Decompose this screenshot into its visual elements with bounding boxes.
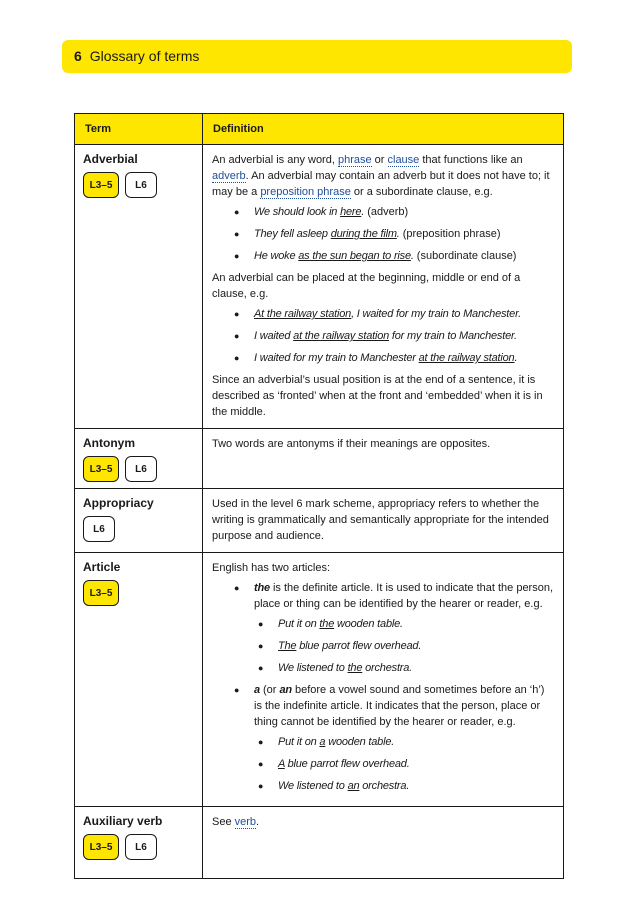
- article-word: the: [254, 582, 270, 594]
- list-item: ● We listened to the orchestra.: [258, 660, 555, 676]
- glossary-row-auxiliary-verb: [75, 807, 564, 879]
- definition-paragraph: An adverbial can be placed at the beginning, middle or end of a clause, e.g.: [212, 272, 521, 300]
- verb-link[interactable]: verb: [234, 816, 257, 828]
- term-name: Auxiliary verb: [83, 814, 163, 828]
- level-badges: [83, 580, 194, 606]
- list-item: ● The blue parrot flew overhead.: [258, 638, 555, 654]
- glossary-row-appropriacy: [75, 489, 564, 553]
- term-name: Article: [83, 560, 121, 574]
- example-list: [254, 734, 555, 794]
- level-badges: [83, 172, 194, 198]
- term-name: Adverbial: [83, 152, 138, 166]
- list-item: ● At the railway station, I waited for my train to Manchester.: [234, 306, 555, 322]
- definition: [203, 429, 564, 489]
- term-name: Antonym: [83, 436, 135, 450]
- phrase-link[interactable]: phrase: [337, 154, 372, 166]
- badge-l6: L6: [125, 456, 157, 482]
- badge-l3-5: L3–5: [83, 580, 119, 606]
- definition-paragraph: Two words are antonyms if their meanings are opposites.: [212, 438, 491, 450]
- article-word: an: [279, 684, 292, 696]
- level-badges: [83, 516, 194, 542]
- list-item: ● the is the definite article. It is used to indicate that the person, place or thing can be identified by the hearer or reader, e.g. ● Put it on the wooden table. ● The blue parrot flew overhead. ● We listened to the orchestra.: [234, 580, 555, 676]
- definition-paragraph: See verb.: [212, 816, 260, 828]
- definition: [203, 807, 564, 879]
- level-badges: [83, 834, 194, 860]
- list-item: ● They fell asleep during the film. (preposition phrase): [234, 226, 555, 242]
- list-item: ● A blue parrot flew overhead.: [258, 756, 555, 772]
- section-number: 6: [74, 48, 82, 64]
- badge-l6: L6: [125, 172, 157, 198]
- list-item: ● He woke as the sun began to rise. (subordinate clause): [234, 248, 555, 264]
- example-list: [212, 306, 555, 366]
- badge-l3-5: L3–5: [83, 172, 119, 198]
- glossary-row-adverbial: [75, 145, 564, 429]
- header-term: Term: [75, 114, 203, 145]
- example-list: [212, 204, 555, 264]
- glossary-row-antonym: [75, 429, 564, 489]
- glossary-table: [74, 113, 564, 879]
- list-item: ● Put it on the wooden table.: [258, 616, 555, 632]
- definition: [203, 553, 564, 807]
- header-definition: Definition: [203, 114, 564, 145]
- table-header-row: [75, 114, 564, 145]
- badge-l6: L6: [83, 516, 115, 542]
- article-word: a: [254, 684, 260, 696]
- term-name: Appropriacy: [83, 496, 154, 510]
- article-list: [212, 580, 555, 794]
- level-badges: [83, 456, 194, 482]
- badge-l3-5: L3–5: [83, 456, 119, 482]
- adverb-link[interactable]: adverb: [212, 170, 246, 182]
- badge-l6: L6: [125, 834, 157, 860]
- list-item: ● We listened to an orchestra.: [258, 778, 555, 794]
- badge-l3-5: L3–5: [83, 834, 119, 860]
- definition-paragraph: Used in the level 6 mark scheme, appropriacy refers to whether the writing is grammatically and semantically appropriate for the intended purpose and audience.: [212, 498, 549, 542]
- list-item: ● Put it on a wooden table.: [258, 734, 555, 750]
- definition-paragraph: Since an adverbial’s usual position is at the end of a sentence, it is described as ‘fronted’ when at the front and ‘embedded’ when it is in the middle.: [212, 374, 543, 418]
- definition-paragraph: English has two articles:: [212, 562, 330, 574]
- preposition-phrase-link[interactable]: preposition phrase: [260, 186, 351, 198]
- section-title: Glossary of terms: [89, 48, 200, 64]
- definition-paragraph: An adverbial is any word, phrase or clause that functions like an adverb. An adverbial may contain an adverb but it does not have to; it may be a preposition phrase or a subordinate clause, e.g.: [212, 154, 550, 198]
- list-item: ● We should look in here. (adverb): [234, 204, 555, 220]
- section-banner: [62, 40, 572, 73]
- list-item: ● I waited for my train to Manchester at the railway station.: [234, 350, 555, 366]
- clause-link[interactable]: clause: [387, 154, 420, 166]
- glossary-row-article: [75, 553, 564, 807]
- definition: [203, 145, 564, 429]
- definition: [203, 489, 564, 553]
- list-item: ● a (or an before a vowel sound and sometimes before an ‘h’) is the indefinite article. It indicates that the person, place or thing cannot be identified by the hearer or reader, e.g. ● Put it on a wooden table. ● A blue parrot flew overhead. ● We listened to an orchestra.: [234, 682, 555, 794]
- list-item: ● I waited at the railway station for my train to Manchester.: [234, 328, 555, 344]
- example-list: [254, 616, 555, 676]
